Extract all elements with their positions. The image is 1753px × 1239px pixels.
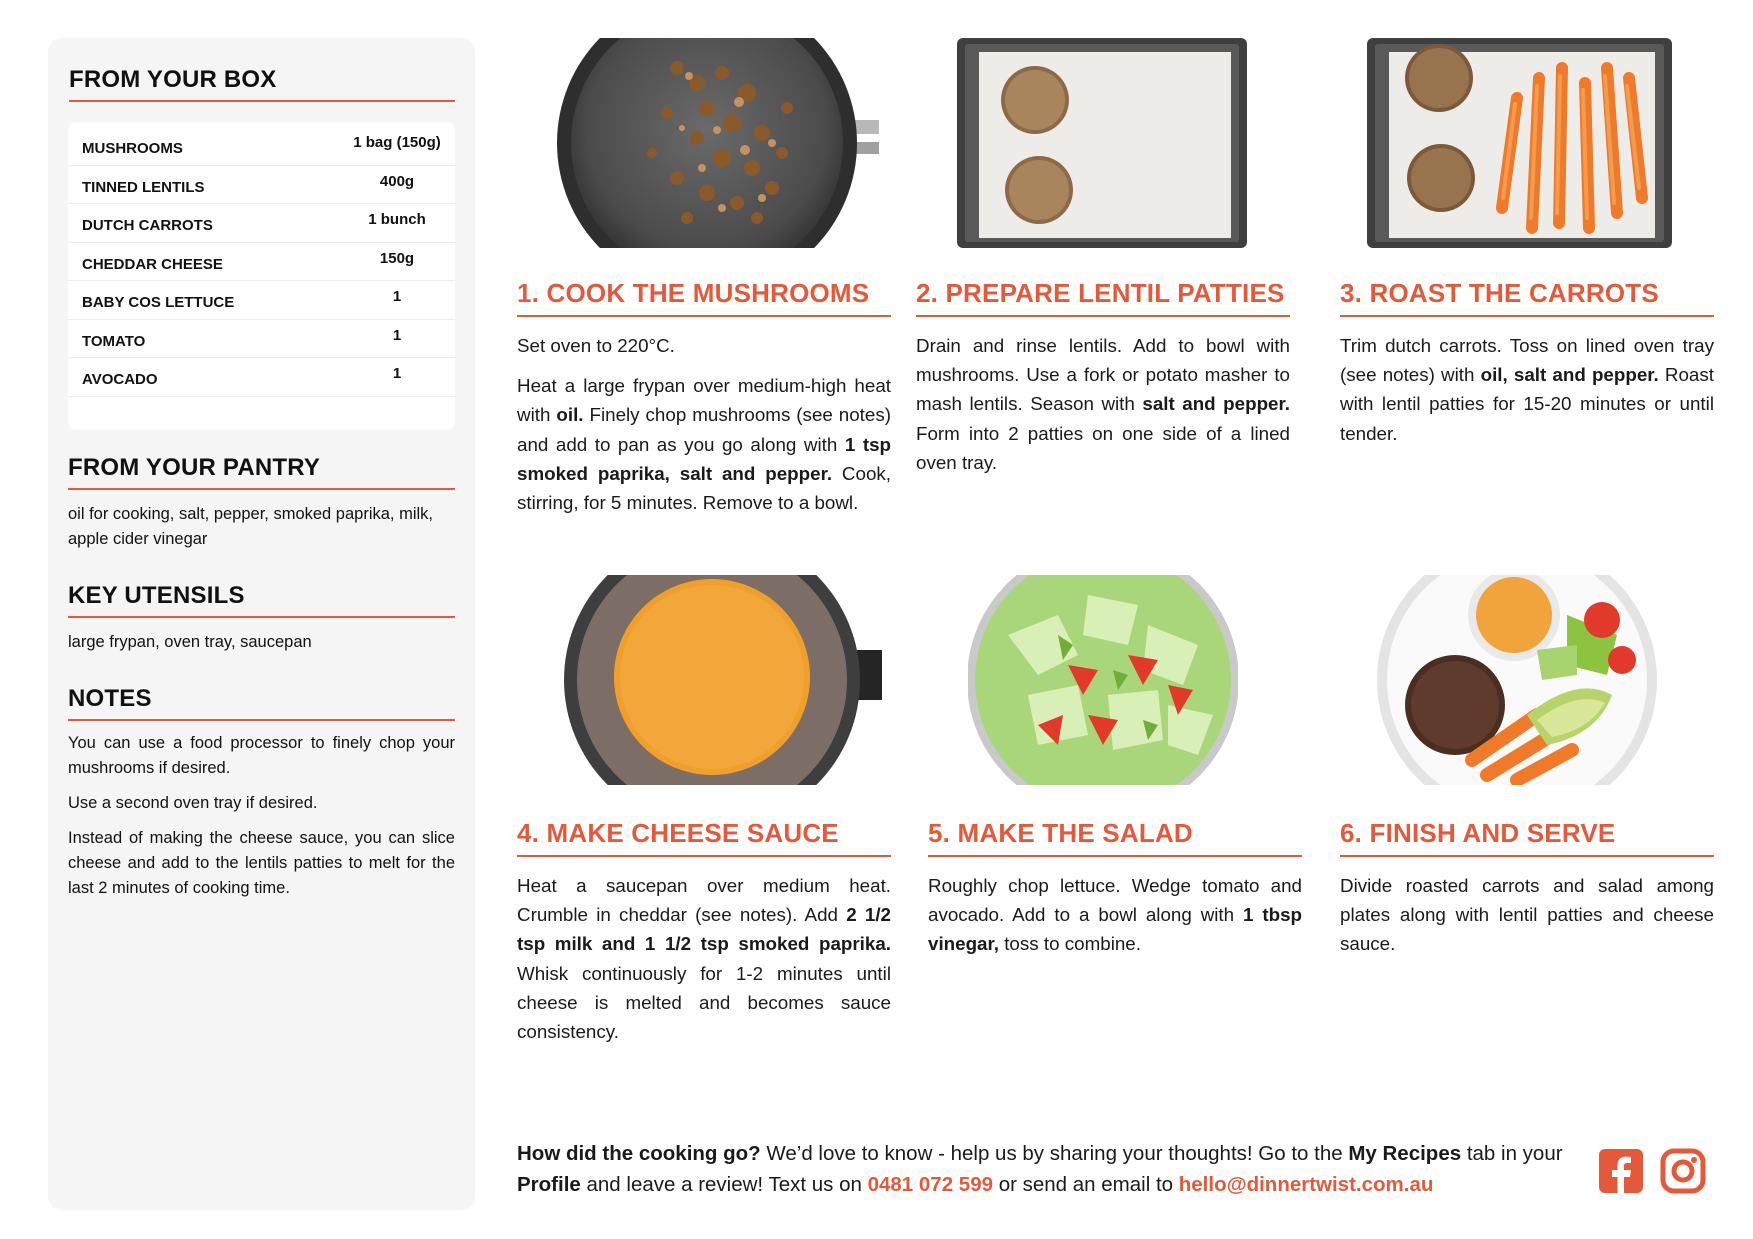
step-5 — [928, 818, 1302, 970]
ingredient-name: DUTCH CARROTS — [82, 217, 213, 235]
step-1-photo — [557, 38, 879, 248]
step-1-title: 1. COOK THE MUSHROOMS — [517, 278, 891, 317]
step-6-photo — [1377, 575, 1657, 785]
feedback-footer: How did the cooking go? We’d love to know - help us by sharing your thoughts! Go to the My Recipes tab in your Profile and leave a review! Text us on 0481 072 599 or send an email to hello@dinnertwist.com.au — [517, 1142, 1563, 1196]
from-your-pantry-heading: FROM YOUR PANTRY — [68, 454, 455, 490]
phone-link[interactable]: 0481 072 599 — [867, 1173, 993, 1196]
step-4-text: Heat a saucepan over medium heat. Crumble in cheddar (see notes). Add 2 1/2 tsp milk and 1 1/2 tsp smoked paprika. Whisk continuously for 1-2 minutes until cheese is melted and becomes sauce consistency. — [517, 875, 891, 1043]
ingredient-qty: 1 — [392, 288, 402, 306]
note-item: You can use a food processor to finely chop your mushrooms if desired. — [68, 734, 455, 777]
ingredient-name: CHEDDAR CHEESE — [82, 255, 223, 273]
facebook-icon[interactable] — [1598, 1148, 1644, 1194]
from-your-box-heading: FROM YOUR BOX — [69, 66, 455, 102]
utensils-list: large frypan, oven tray, saucepan — [68, 633, 312, 651]
step-5-photo — [968, 575, 1238, 785]
ingredient-row — [68, 281, 455, 320]
step-4 — [517, 818, 891, 1057]
ingredient-qty: 400g — [379, 172, 415, 190]
email-link[interactable]: hello@dinnertwist.com.au — [1178, 1173, 1434, 1196]
step-6-text: Divide roasted carrots and salad among plates along with lentil patties and cheese sauce. — [1340, 875, 1714, 955]
ingredient-row — [68, 358, 455, 397]
ingredient-qty: 1 bag (150g) — [353, 134, 441, 152]
note-item: Use a second oven tray if desired. — [68, 794, 318, 812]
step-2-photo — [957, 38, 1247, 248]
ingredient-qty: 1 — [392, 365, 402, 383]
ingredient-name: MUSHROOMS — [82, 140, 183, 158]
step-3 — [1340, 278, 1714, 459]
key-utensils-heading: KEY UTENSILS — [68, 582, 455, 618]
step-2 — [916, 278, 1290, 488]
ingredients-table — [68, 122, 455, 430]
pantry-list: oil for cooking, salt, pepper, smoked paprika, milk, apple cider vinegar — [68, 505, 434, 548]
ingredient-name: TOMATO — [82, 332, 146, 350]
step-6-title: 6. FINISH AND SERVE — [1340, 818, 1714, 857]
ingredient-row — [68, 127, 455, 166]
notes-heading: NOTES — [68, 685, 455, 721]
step-1 — [517, 278, 891, 528]
note-item: Instead of making the cheese sauce, you can slice cheese and add to the lentils patties to melt for the last 2 minutes of cooking time. — [68, 829, 455, 897]
step-3-text: Trim dutch carrots. Toss on lined oven tray (see notes) with oil, salt and pepper. Roast with lentil patties for 15-20 minutes or until tender. — [1340, 335, 1714, 444]
step-2-title: 2. PREPARE LENTIL PATTIES — [916, 278, 1290, 317]
ingredient-name: TINNED LENTILS — [82, 178, 205, 196]
instagram-icon[interactable] — [1660, 1148, 1706, 1194]
ingredient-name: AVOCADO — [82, 371, 158, 389]
step-3-photo — [1367, 38, 1672, 248]
step-1-text-2: Heat a large frypan over medium-high heat with oil. Finely chop mushrooms (see notes) and add to pan as you go along with 1 tsp smoked paprika, salt and pepper. Cook, stirring, for 5 minutes. Remove to a bowl. — [517, 375, 891, 514]
ingredients-sidebar — [48, 38, 475, 1210]
step-1-text-1: Set oven to 220°C. — [517, 335, 675, 356]
step-5-title: 5. MAKE THE SALAD — [928, 818, 1302, 857]
ingredient-row — [68, 166, 455, 205]
step-2-text: Drain and rinse lentils. Add to bowl with mushrooms. Use a fork or potato masher to mash lentils. Season with salt and pepper. Form into 2 patties on one side of a lined oven tray. — [916, 335, 1290, 473]
ingredient-qty: 1 bunch — [368, 211, 426, 229]
ingredient-row — [68, 204, 455, 243]
step-3-title: 3. ROAST THE CARROTS — [1340, 278, 1714, 317]
ingredient-row — [68, 320, 455, 359]
step-5-text: Roughly chop lettuce. Wedge tomato and avocado. Add to a bowl along with 1 tbsp vinegar, toss to combine. — [928, 875, 1302, 955]
ingredient-qty: 150g — [379, 249, 415, 267]
step-6 — [1340, 818, 1714, 970]
step-4-photo — [562, 575, 882, 785]
step-4-title: 4. MAKE CHEESE SAUCE — [517, 818, 891, 857]
ingredient-row — [68, 243, 455, 282]
ingredient-name: BABY COS LETTUCE — [82, 294, 235, 312]
ingredient-qty: 1 — [392, 326, 402, 344]
